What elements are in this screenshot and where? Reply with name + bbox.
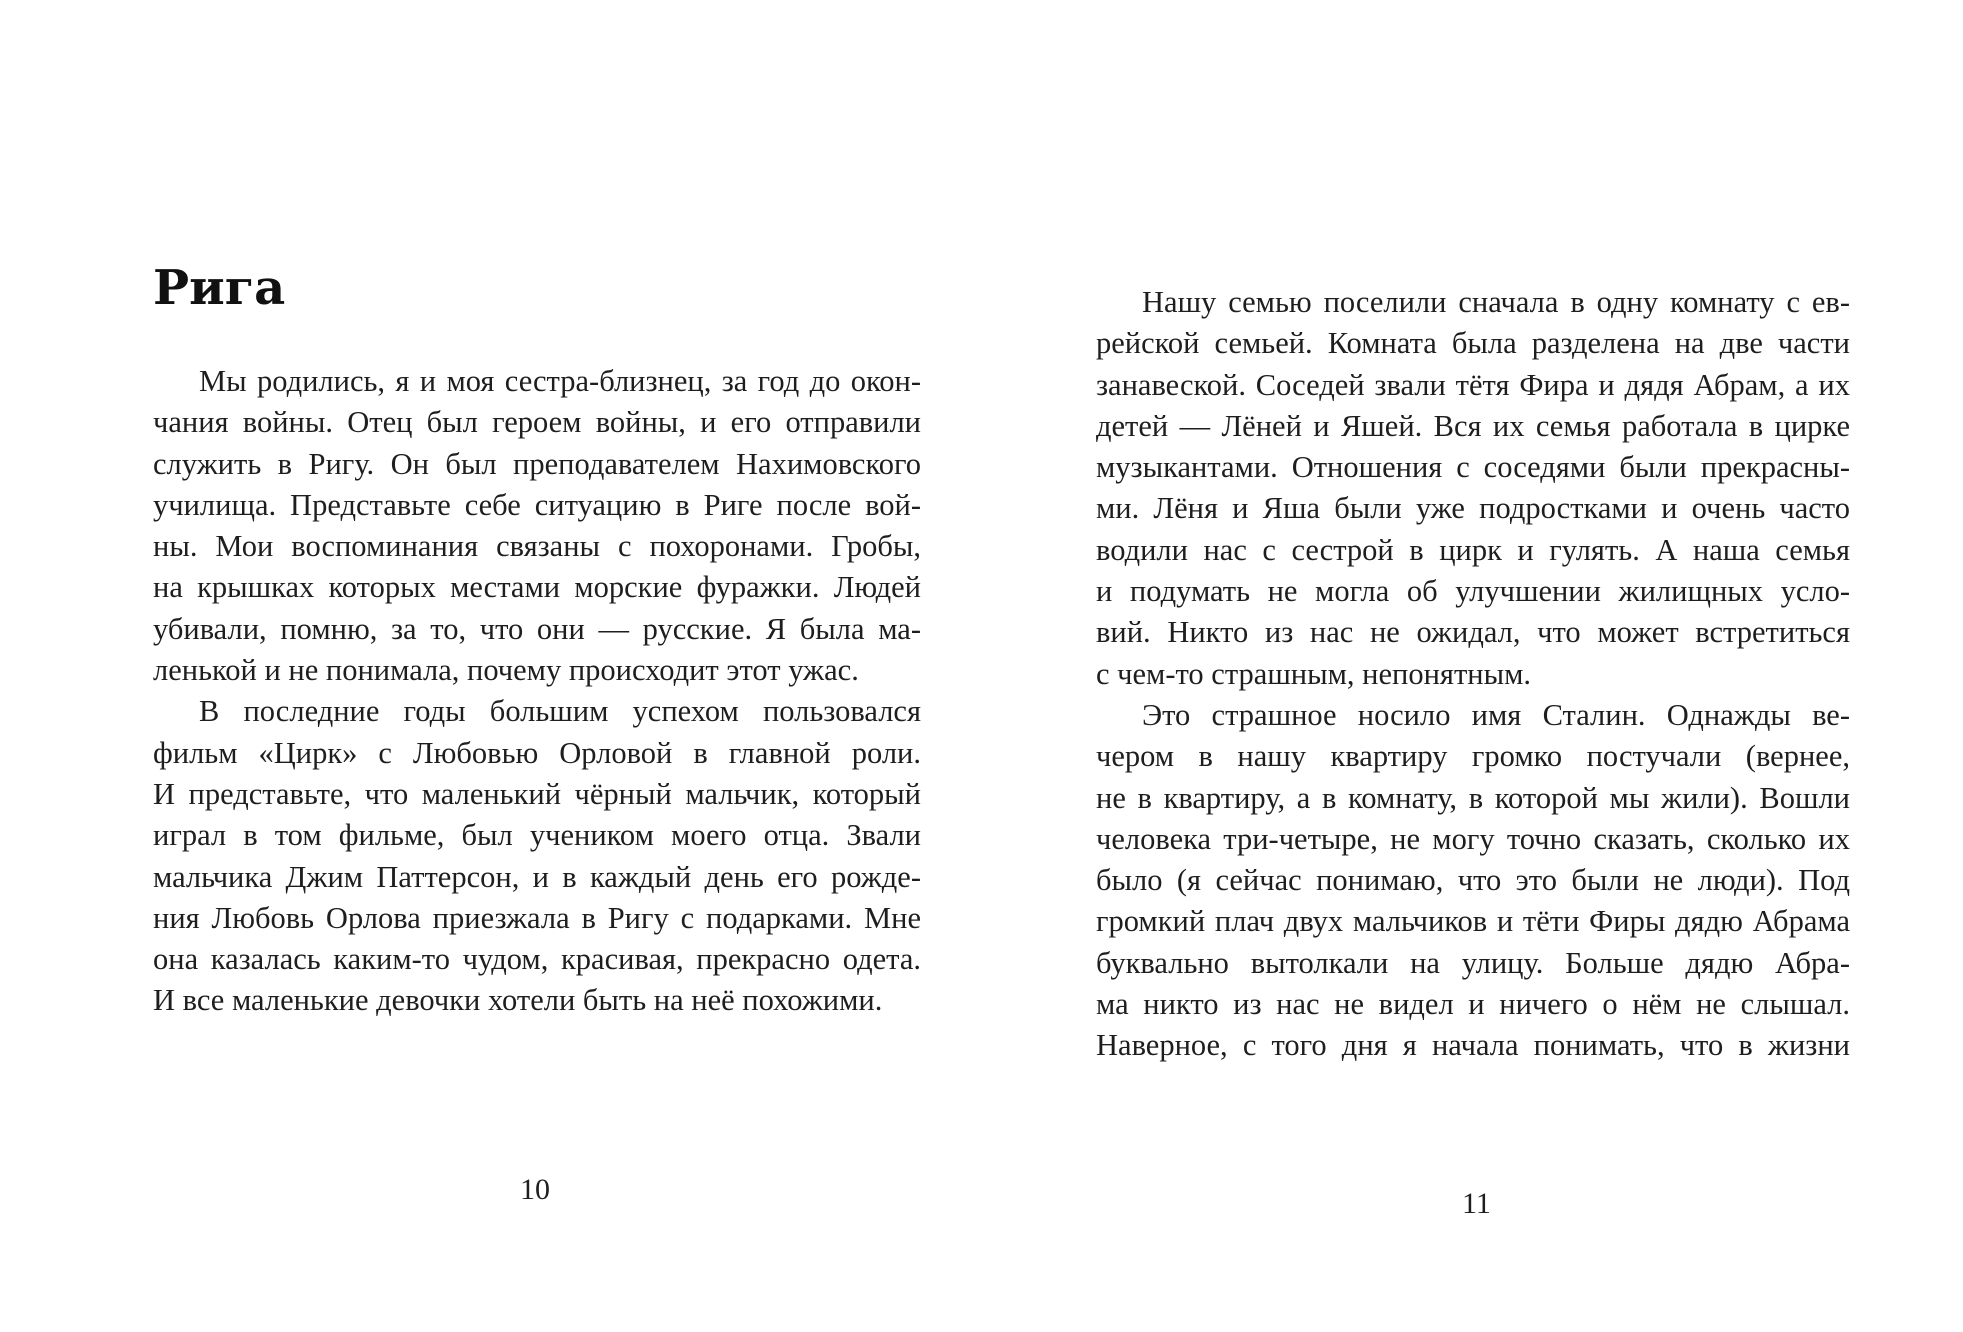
text-line: буквально вытолкали на улицу. Больше дядю Абра- — [1096, 945, 1850, 980]
text-line: ленькой и не понимала, почему происходит этот ужас. — [153, 653, 859, 688]
text-line: человека три-четыре, не могу точно сказать, сколько их — [1096, 821, 1850, 856]
text-line: ны. Мои воспоминания связаны с похоронами. Гробы, — [153, 529, 921, 564]
text-line: В последние годы большим успехом пользовался — [199, 694, 921, 729]
text-line: рейской семьей. Комната была разделена на две части — [1096, 326, 1850, 361]
left-page-text — [153, 361, 921, 1022]
page-number: 10 — [520, 1173, 550, 1206]
text-line: И представьте, что маленький чёрный мальчик, который — [153, 776, 921, 811]
left-page — [0, 0, 980, 1332]
text-line: она казалась каким-то чудом, красивая, прекрасно одета. — [153, 942, 921, 977]
text-line: Наверное, с того дня я начала понимать, что в жизни — [1096, 1028, 1850, 1063]
text-line: водили нас с сестрой в цирк и гулять. А наша семья — [1096, 532, 1850, 567]
text-line: чером в нашу квартиру громко постучали (вернее, — [1096, 739, 1850, 774]
text-line: детей — Лёней и Яшей. Вся их семья работала в цирке — [1096, 408, 1850, 443]
text-line: вий. Никто из нас не ожидал, что может встретиться — [1096, 615, 1850, 650]
text-line: Нашу семью поселили сначала в одну комнату с ев- — [1142, 285, 1850, 319]
text-line: ма никто из нас не видел и ничего о нём не слышал. — [1096, 987, 1850, 1022]
text-line: с чем-то страшным, непонятным. — [1096, 656, 1532, 691]
text-line: музыкантами. Отношения с соседями были прекрасны- — [1096, 450, 1850, 485]
page-number: 11 — [1462, 1187, 1491, 1220]
right-page — [980, 0, 1963, 1332]
text-line: убивали, помню, за то, что они — русские. Я была ма- — [153, 611, 921, 646]
text-line: играл в том фильме, был учеником моего отца. Звали — [153, 818, 921, 853]
text-line: на крышках которых местами морские фуражки. Людей — [153, 570, 921, 605]
text-line: служить в Ригу. Он был преподавателем Нахимовского — [153, 446, 921, 481]
text-line: и подумать не могла об улучшении жилищных усло- — [1096, 574, 1850, 609]
text-line: громкий плач двух мальчиков и тёти Фиры дядю Абрама — [1096, 904, 1850, 939]
text-line: училища. Представьте себе ситуацию в Риге после вой- — [153, 487, 921, 522]
text-line: чания войны. Отец был героем войны, и его отправили — [153, 405, 921, 440]
text-line: не в квартиру, а в комнату, в которой мы жили). Вошли — [1096, 780, 1850, 815]
chapter-title: Рига — [153, 260, 286, 316]
text-line: Это страшное носило имя Сталин. Однажды ве- — [1142, 697, 1850, 732]
text-line: Мы родились, я и моя сестра-близнец, за год до окон- — [199, 364, 921, 398]
text-line: мальчика Джим Паттерсон, и в каждый день его рожде- — [153, 859, 921, 894]
text-line: ми. Лёня и Яша были уже подростками и очень часто — [1096, 491, 1850, 526]
text-line: было (я сейчас понимаю, что это были не люди). Под — [1096, 863, 1850, 898]
text-line: ния Любовь Орлова приезжала в Ригу с подарками. Мне — [153, 900, 921, 935]
right-page-text — [1096, 282, 1850, 1067]
text-line: занавеской. Соседей звали тётя Фира и дядя Абрам, а их — [1096, 367, 1850, 402]
text-line: И все маленькие девочки хотели быть на неё похожими. — [153, 983, 883, 1018]
text-line: фильм «Цирк» с Любовью Орловой в главной роли. — [153, 735, 921, 770]
